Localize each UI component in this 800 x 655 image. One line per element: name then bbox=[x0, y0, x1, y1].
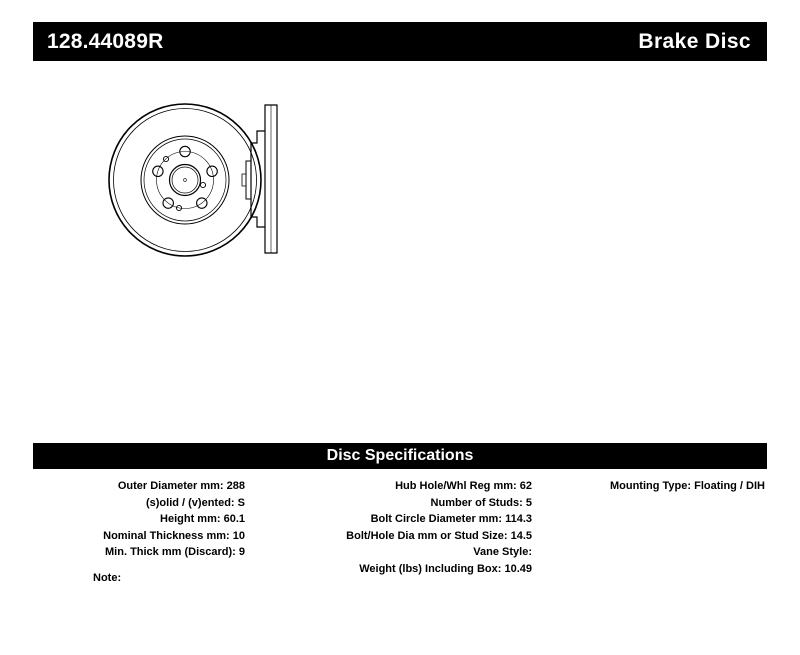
spec-value: 10 bbox=[232, 529, 245, 542]
spec-row bbox=[253, 544, 532, 561]
spec-label: Min. Thick mm (Discard): bbox=[105, 546, 236, 558]
spec-value: 10.49 bbox=[504, 562, 532, 575]
header-bar bbox=[33, 22, 767, 61]
spec-row bbox=[33, 478, 245, 495]
spec-label: Nominal Thickness mm: bbox=[103, 529, 230, 542]
note-row bbox=[33, 572, 767, 584]
spec-value: 288 bbox=[226, 480, 245, 492]
spec-label: Hub Hole/Whl Reg mm: bbox=[395, 480, 517, 492]
spec-value: 5 bbox=[525, 496, 532, 509]
spec-value: 60.1 bbox=[223, 513, 245, 525]
product-type-label: Brake Disc bbox=[638, 29, 751, 53]
spec-row bbox=[33, 511, 245, 528]
spec-value: 14.5 bbox=[510, 529, 532, 542]
spec-label: Mounting Type: bbox=[609, 480, 692, 492]
specs-column-left bbox=[33, 478, 253, 577]
spec-row bbox=[540, 478, 765, 495]
spec-value: S bbox=[237, 496, 245, 509]
spec-label: Height mm: bbox=[160, 513, 221, 525]
spec-value: 62 bbox=[519, 480, 532, 492]
spec-row bbox=[253, 528, 532, 545]
spec-label: Vane Style: bbox=[473, 546, 532, 558]
specs-column-right bbox=[540, 478, 767, 577]
product-drawing bbox=[33, 75, 767, 415]
spec-row bbox=[33, 495, 245, 512]
spec-row bbox=[253, 495, 532, 512]
spec-value: 114.3 bbox=[505, 513, 532, 525]
spec-row bbox=[33, 528, 245, 545]
spec-label: Bolt/Hole Dia mm or Stud Size: bbox=[346, 529, 508, 542]
spec-label: Outer Diameter mm: bbox=[117, 480, 224, 492]
spec-label: Weight (lbs) Including Box: bbox=[359, 562, 502, 575]
brake-disc-front-view bbox=[109, 104, 261, 256]
specs-title: Disc Specifications bbox=[33, 443, 767, 469]
spec-value: 9 bbox=[238, 546, 245, 558]
specs-column-middle bbox=[253, 478, 540, 577]
specs-columns bbox=[33, 469, 767, 577]
spec-label: (s)olid / (v)ented: bbox=[145, 496, 235, 509]
disc-specifications bbox=[33, 443, 767, 577]
spec-row bbox=[33, 544, 245, 561]
note-label: Note: bbox=[93, 572, 122, 584]
spec-value: Floating / DIH bbox=[694, 480, 765, 492]
spec-label: Number of Studs: bbox=[430, 496, 523, 509]
spec-label: Bolt Circle Diameter mm: bbox=[370, 513, 503, 525]
spec-row bbox=[253, 478, 532, 495]
part-number: 128.44089R bbox=[47, 29, 164, 53]
note-inner bbox=[33, 572, 767, 584]
spec-row bbox=[253, 511, 532, 528]
